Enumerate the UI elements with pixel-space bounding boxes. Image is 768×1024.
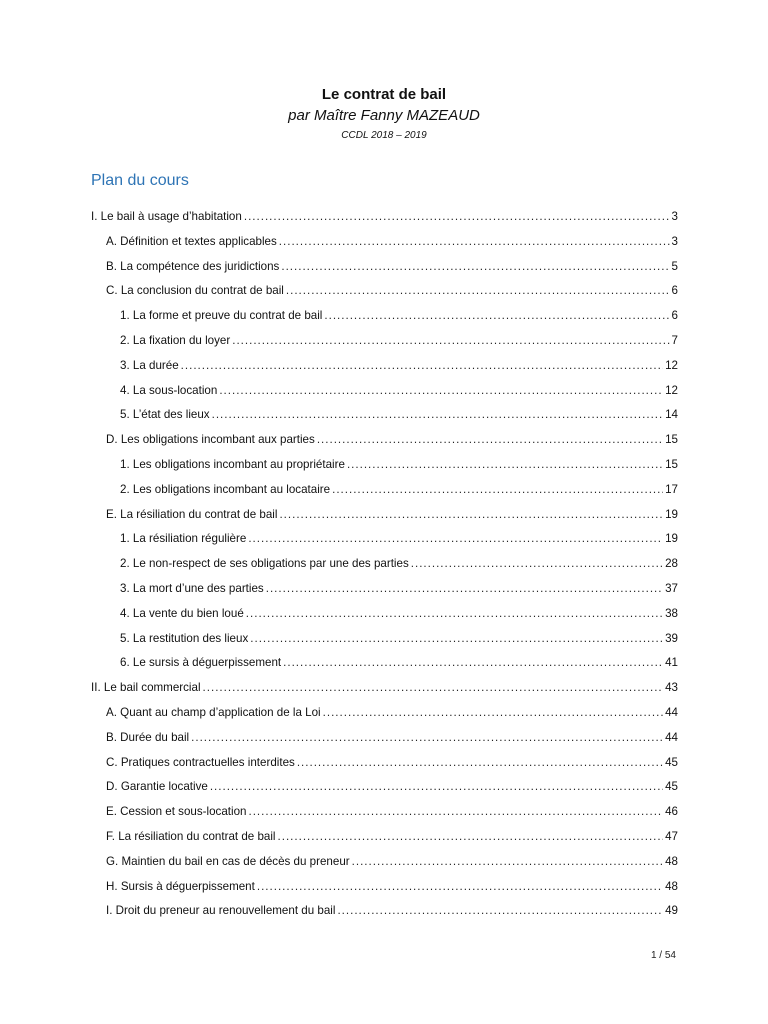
toc-entry-label: H. Sursis à déguerpissement xyxy=(106,879,255,893)
toc-entry[interactable] xyxy=(106,279,678,303)
toc-entry-label: B. La compétence des juridictions xyxy=(106,259,280,273)
toc-leader-dots xyxy=(191,726,663,750)
toc-entry-label: 3. La durée xyxy=(120,358,179,372)
toc-entry[interactable] xyxy=(120,527,678,551)
toc-entry-label: 2. Les obligations incombant au locataire xyxy=(120,482,331,496)
toc-entry-label: 4. La vente du bien loué xyxy=(120,606,244,620)
toc-entry-page: 19 xyxy=(665,507,678,521)
toc-leader-dots xyxy=(411,552,663,576)
toc-entry[interactable] xyxy=(106,428,678,452)
toc-leader-dots xyxy=(297,751,663,775)
toc-entry-label: C. Pratiques contractuelles interdites xyxy=(106,755,295,769)
toc-leader-dots xyxy=(317,428,663,452)
toc-entry-page: 48 xyxy=(665,854,678,868)
toc-entry-page: 17 xyxy=(665,482,678,496)
toc-entry-page: 3 xyxy=(671,210,678,223)
plan-heading: Plan du cours xyxy=(91,172,189,189)
toc-entry[interactable] xyxy=(120,379,678,403)
toc-entry[interactable] xyxy=(120,329,678,353)
toc-entry-page: 15 xyxy=(665,458,678,471)
toc-entry-label: B. Durée du bail xyxy=(106,730,190,744)
toc-entry-label: 1. La forme et preuve du contrat de bail xyxy=(120,309,323,323)
toc-entry-page: 15 xyxy=(665,433,678,447)
toc-entry-label: A. Quant au champ d’application de la Loi xyxy=(106,706,321,719)
toc-entry-page: 44 xyxy=(665,730,678,744)
toc-leader-dots xyxy=(212,403,664,427)
toc-entry[interactable] xyxy=(120,552,678,576)
toc-leader-dots xyxy=(232,329,669,353)
toc-entry[interactable] xyxy=(106,751,678,775)
toc-leader-dots xyxy=(248,527,663,551)
toc-entry[interactable] xyxy=(106,825,678,849)
toc-leader-dots xyxy=(281,255,669,279)
page-indicator: 1 / 54 xyxy=(650,950,676,961)
toc-entry[interactable] xyxy=(120,403,678,427)
toc-entry[interactable] xyxy=(106,875,678,899)
toc-leader-dots xyxy=(323,701,663,725)
toc-leader-dots xyxy=(266,577,663,601)
toc-entry-label: I. Le bail à usage d’habitation xyxy=(91,210,242,223)
toc-leader-dots xyxy=(279,503,663,527)
toc-entry[interactable] xyxy=(106,503,678,527)
toc-leader-dots xyxy=(324,304,669,328)
toc-entry[interactable] xyxy=(120,577,678,601)
toc-entry-page: 39 xyxy=(665,631,678,645)
toc-entry[interactable] xyxy=(106,775,678,799)
toc-entry-label: 6. Le sursis à déguerpissement xyxy=(120,656,282,670)
toc-entry-label: 1. Les obligations incombant au propriétaire xyxy=(120,458,345,471)
toc-entry-label: A. Définition et textes applicables xyxy=(106,234,277,248)
toc-entry[interactable] xyxy=(106,230,678,254)
toc-entry-page: 7 xyxy=(671,334,678,347)
toc-leader-dots xyxy=(279,230,670,254)
toc-entry-page: 28 xyxy=(665,557,678,571)
toc-leader-dots xyxy=(337,899,663,923)
toc-leader-dots xyxy=(210,775,663,799)
toc-entry-label: 1. La résiliation régulière xyxy=(120,532,247,546)
document-author: par Maître Fanny MAZEAUD xyxy=(288,107,480,124)
toc-leader-dots xyxy=(257,875,663,899)
toc-entry-page: 49 xyxy=(665,904,678,918)
toc-leader-dots xyxy=(244,205,670,229)
document-year: CCDL 2018 – 2019 xyxy=(341,130,427,141)
toc-entry-label: G. Maintien du bail en cas de décès du preneur xyxy=(106,854,350,868)
toc-entry-label: I. Droit du preneur au renouvellement du bail xyxy=(106,904,336,918)
toc-entry-page: 38 xyxy=(665,606,678,620)
toc-entry-label: 2. Le non-respect de ses obligations par une des parties xyxy=(120,557,409,571)
toc-entry[interactable] xyxy=(106,726,678,750)
toc-leader-dots xyxy=(286,279,670,303)
toc-entry[interactable] xyxy=(106,850,678,874)
toc-entry[interactable] xyxy=(120,627,678,651)
toc-entry[interactable] xyxy=(106,800,678,824)
toc-entry-page: 5 xyxy=(671,259,678,273)
toc-leader-dots xyxy=(278,825,664,849)
toc-entry-label: C. La conclusion du contrat de bail xyxy=(106,284,284,298)
toc-entry[interactable] xyxy=(120,453,678,477)
toc-leader-dots xyxy=(332,478,663,502)
toc-leader-dots xyxy=(219,379,663,403)
toc-entry-label: 2. La fixation du loyer xyxy=(120,334,231,347)
document-title: Le contrat de bail xyxy=(321,86,447,103)
toc-entry-page: 41 xyxy=(665,656,678,670)
toc-entry-label: E. Cession et sous-location xyxy=(106,805,247,819)
toc-entry-page: 37 xyxy=(665,582,678,595)
toc-entry[interactable] xyxy=(120,354,678,378)
toc-entry-page: 45 xyxy=(665,755,678,769)
toc-leader-dots xyxy=(283,651,663,675)
toc-entry[interactable] xyxy=(91,676,678,700)
toc-entry-page: 48 xyxy=(665,879,678,893)
toc-entry-label: 5. La restitution des lieux xyxy=(120,631,249,645)
toc-leader-dots xyxy=(246,602,663,626)
toc-entry-label: F. La résiliation du contrat de bail xyxy=(106,830,276,843)
toc-entry-page: 14 xyxy=(665,408,678,422)
toc-entry-page: 43 xyxy=(665,681,678,695)
toc-entry[interactable] xyxy=(106,255,678,279)
toc-entry-page: 3 xyxy=(671,234,678,248)
toc-leader-dots xyxy=(250,627,663,651)
toc-entry-page: 12 xyxy=(665,358,678,372)
toc-entry-page: 47 xyxy=(665,830,678,843)
toc-leader-dots xyxy=(203,676,664,700)
toc-leader-dots xyxy=(181,354,663,378)
toc-entry-page: 12 xyxy=(665,383,678,397)
toc-entry-page: 6 xyxy=(671,284,678,298)
toc-entry[interactable] xyxy=(120,478,678,502)
toc-entry-label: D. Les obligations incombant aux parties xyxy=(106,433,315,447)
toc-entry-label: 5. L’état des lieux xyxy=(120,408,210,422)
toc-entry-label: 3. La mort d’une des parties xyxy=(120,582,264,595)
toc-entry[interactable] xyxy=(120,602,678,626)
toc-entry[interactable] xyxy=(91,205,678,229)
toc-entry[interactable] xyxy=(106,899,678,923)
toc-entry[interactable] xyxy=(120,304,678,328)
toc-leader-dots xyxy=(248,800,663,824)
toc-leader-dots xyxy=(347,453,663,477)
toc-entry-page: 44 xyxy=(665,706,678,719)
toc-leader-dots xyxy=(352,850,663,874)
toc-entry[interactable] xyxy=(120,651,678,675)
toc-entry-page: 46 xyxy=(665,805,678,819)
toc-entry-label: E. La résiliation du contrat de bail xyxy=(106,507,278,521)
toc-entry-page: 45 xyxy=(665,780,678,794)
toc-entry-page: 6 xyxy=(671,309,678,323)
toc-entry-page: 19 xyxy=(665,532,678,546)
toc-entry-label: D. Garantie locative xyxy=(106,780,208,794)
toc-entry[interactable] xyxy=(106,701,678,725)
toc-entry-label: II. Le bail commercial xyxy=(91,681,201,695)
toc-entry-label: 4. La sous-location xyxy=(120,383,218,397)
